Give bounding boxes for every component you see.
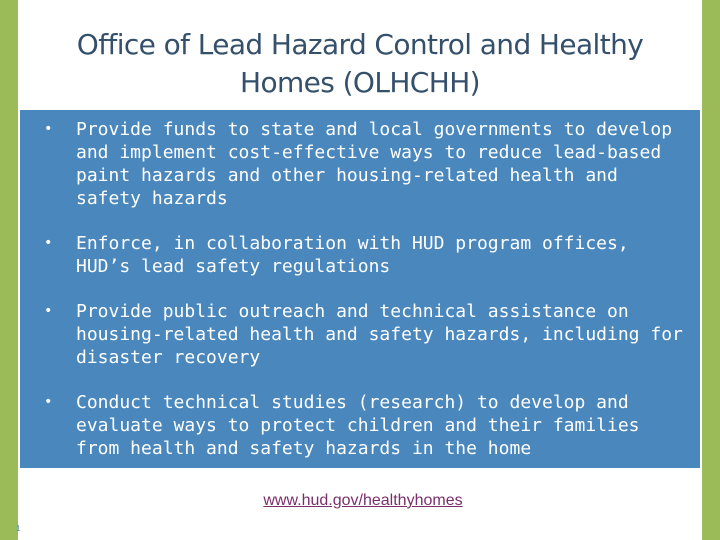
bullet-list [40, 118, 692, 482]
bullet-text: Provide funds to state and local governments to develop and implement cost-effective ways to reduce lead-based paint hazards and other housing-related health and safety hazards [76, 119, 673, 209]
title-line-1: Office of Lead Hazard Control and Healthy [76, 28, 644, 61]
list-item [40, 232, 692, 278]
list-item [40, 391, 692, 460]
list-item [40, 300, 692, 369]
bullet-icon: • [44, 235, 53, 251]
content-box [20, 110, 700, 468]
title-line-2: Homes (OLHCHH) [240, 66, 480, 99]
list-item [40, 118, 692, 210]
slide [18, 0, 702, 540]
bullet-icon: • [44, 394, 53, 410]
bullet-text: Enforce, in collaboration with HUD program offices, HUD’s lead safety regulations [76, 233, 629, 277]
slide-number: 1 [16, 524, 21, 533]
bullet-text: Conduct technical studies (research) to develop and evaluate ways to protect children and their families from health and safety hazards in the home [76, 392, 640, 459]
page-title [18, 26, 702, 102]
bullet-text: Provide public outreach and technical assistance on housing-related health and safety hazards, including for disaster recovery [76, 301, 683, 368]
bullet-icon: • [44, 303, 53, 319]
bullet-icon: • [44, 121, 53, 137]
healthy-homes-link[interactable]: www.hud.gov/healthyhomes [263, 492, 463, 509]
